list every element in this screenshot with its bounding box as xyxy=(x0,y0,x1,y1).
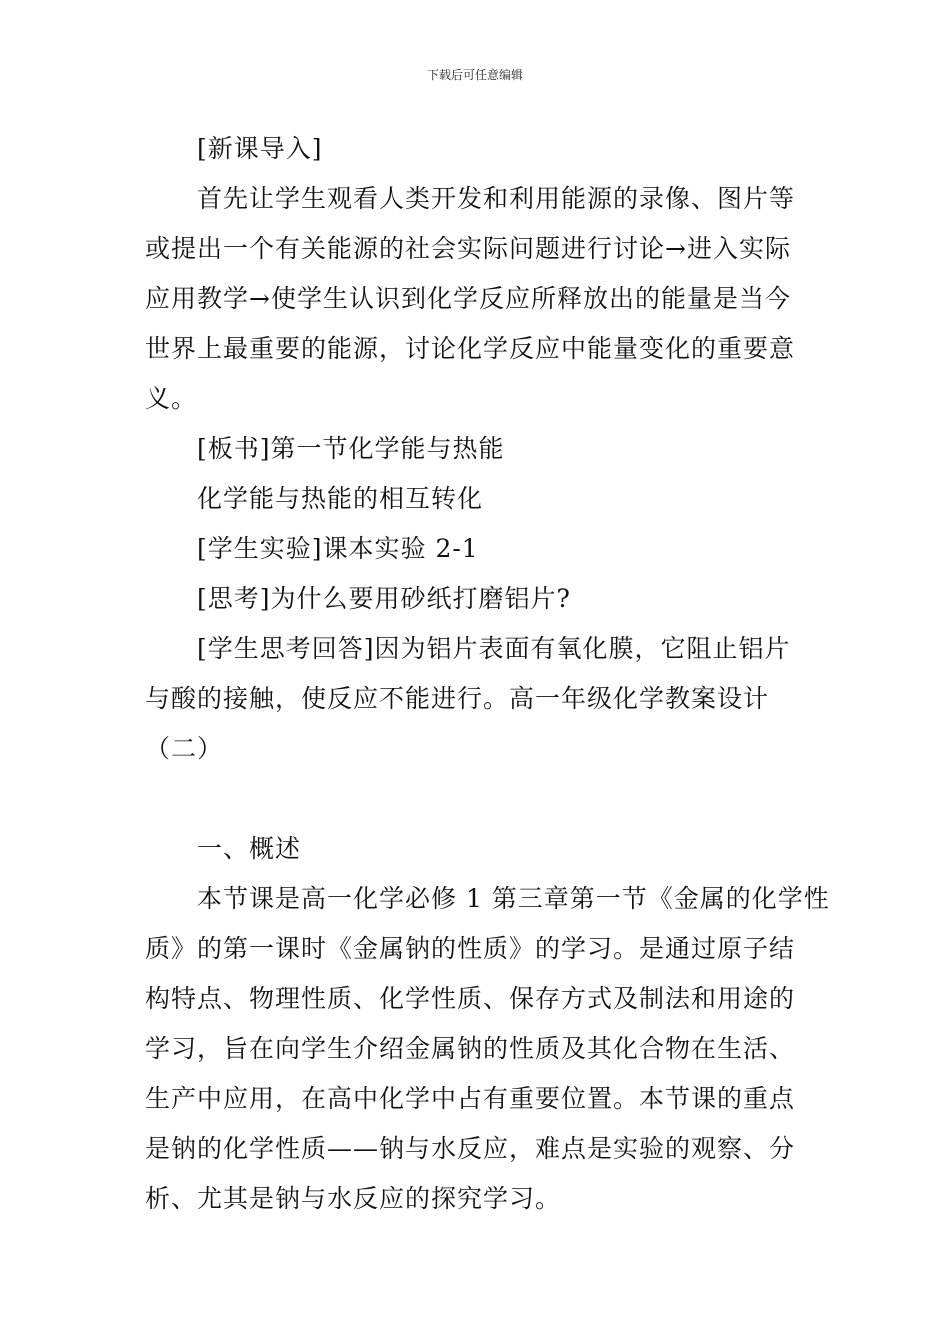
text-line: 应用教学→使学生认识到化学反应所释放出的能量是当今 xyxy=(145,284,791,313)
text-line: 与酸的接触，使反应不能进行。高一年级化学教案设计 xyxy=(145,684,770,713)
text-line: 首先让学生观看人类开发和利用能源的录像、图片等 xyxy=(197,184,796,213)
text-line: 析、尤其是钠与水反应的探究学习。 xyxy=(145,1184,562,1213)
text-line: 化学能与热能的相互转化 xyxy=(197,484,484,513)
section-heading: 一、概述 xyxy=(197,834,302,863)
header-note: 下载后可任意编辑 xyxy=(426,68,523,82)
blank-line xyxy=(145,774,810,824)
text-line: 构特点、物理性质、化学性质、保存方式及制法和用途的 xyxy=(145,984,796,1013)
text-line: 学习，旨在向学生介绍金属钠的性质及其化合物在生活、 xyxy=(145,1034,796,1063)
text-line: [板书]第一节化学能与热能 xyxy=(197,434,505,463)
text-line: 生产中应用，在高中化学中占有重要位置。本节课的重点 xyxy=(145,1084,796,1113)
document-body xyxy=(145,124,830,1224)
text-line: （二） xyxy=(145,734,224,763)
text-line: [思考]为什么要用砂纸打磨铝片? xyxy=(197,584,571,613)
text-line: 或提出一个有关能源的社会实际问题进行讨论→进入实际 xyxy=(145,234,791,263)
text-line: 本节课是高一化学必修 1 第三章第一节《金属的化学性 xyxy=(197,884,830,913)
text-line: [学生实验]课本实验 2-1 xyxy=(197,534,479,563)
text-line: [新课导入] xyxy=(197,134,323,163)
text-line: 义。 xyxy=(145,384,198,413)
text-line: 世界上最重要的能源，讨论化学反应中能量变化的重要意 xyxy=(145,334,796,363)
text-line: [学生思考回答]因为铝片表面有氧化膜，它阻止铝片 xyxy=(197,634,791,663)
text-line: 是钠的化学性质——钠与水反应，难点是实验的观察、分 xyxy=(145,1134,796,1163)
text-line: 质》的第一课时《金属钠的性质》的学习。是通过原子结 xyxy=(145,934,796,963)
